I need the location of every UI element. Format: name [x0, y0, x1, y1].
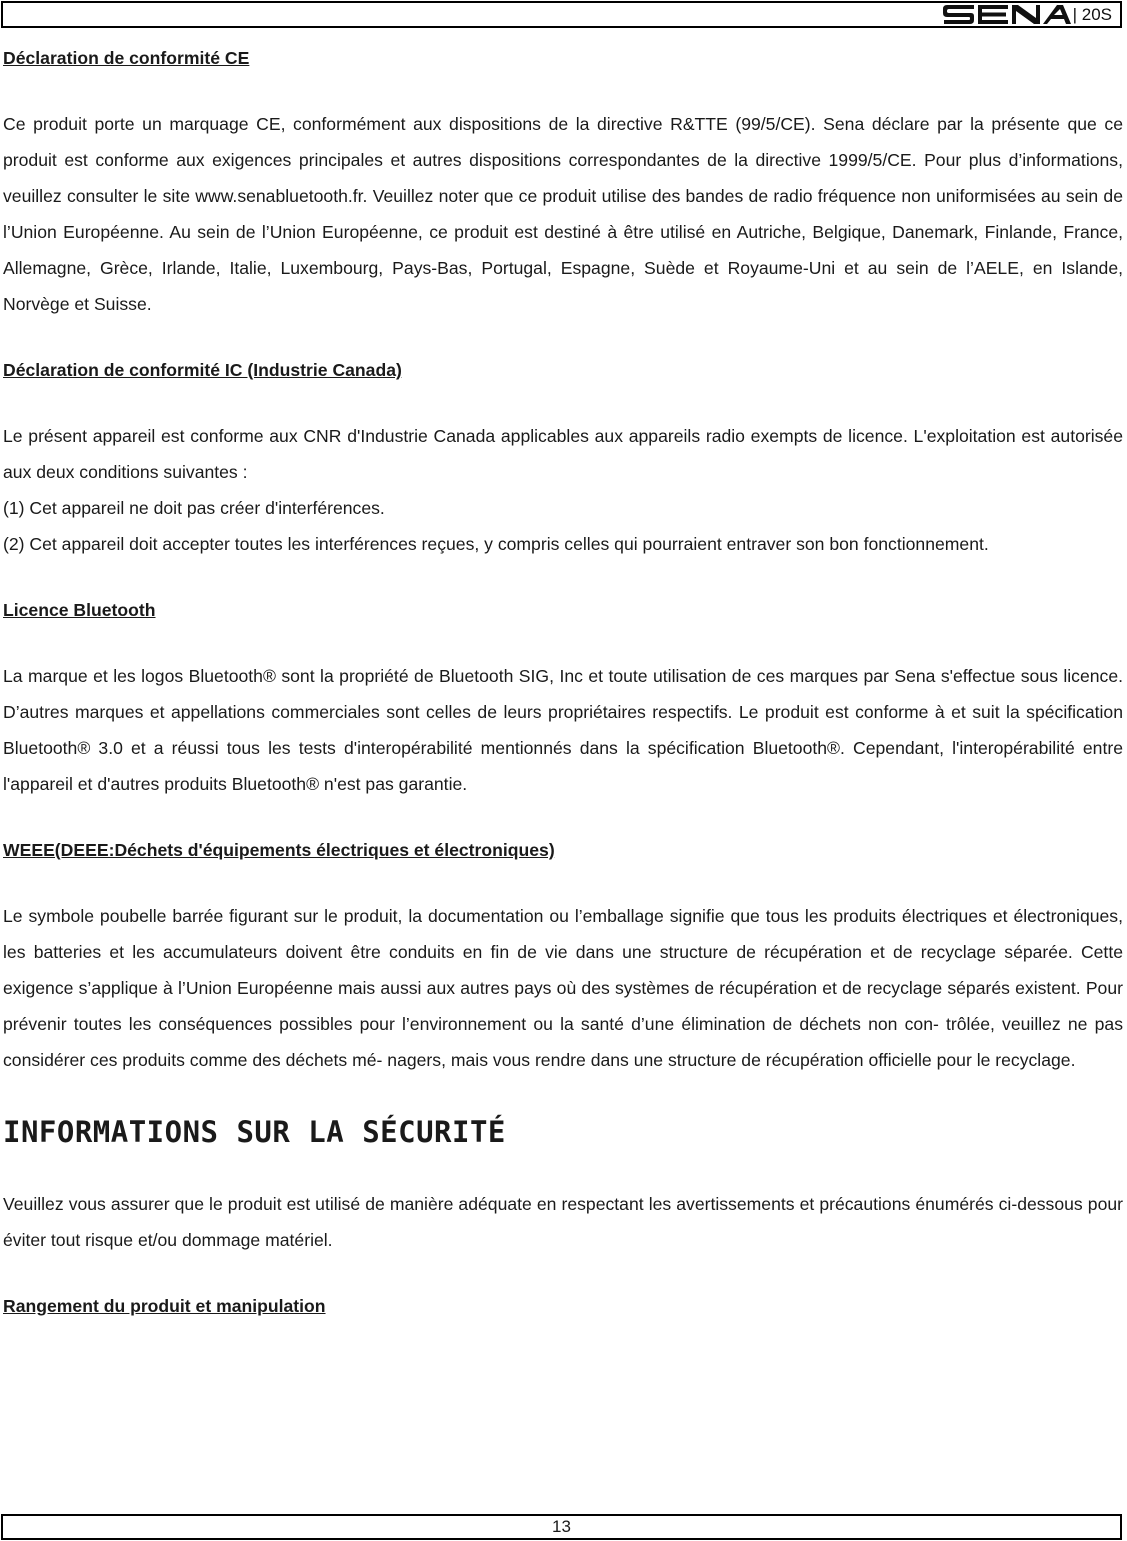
- paragraph-ic-1: Le présent appareil est conforme aux CNR d'Industrie Canada applicables aux appareils radio exempts de licence. L'exploitation est autorisée aux deux conditions suivantes :: [3, 426, 1123, 482]
- model-name: | 20S: [1072, 4, 1112, 24]
- paragraph-ce: Ce produit porte un marquage CE, conformément aux dispositions de la directive R&TTE (99/5/CE). Sena déclare par la présente que ce produit est conforme aux exigences principales et autres dispositions correspondantes de la directive 1999/5/CE. Pour plus d’informations, veuillez consulter le site www.senabluetooth.fr. Veuillez noter que ce produit utilise des bandes de radio fréquence non uniformisées au sein de l’Union Européenne. Au sein de l’Union Européenne, ce produit est destiné à être utilisé en Autriche, Belgique, Danemark, Finlande, France, Allemagne, Grèce, Irlande, Italie, Luxembourg, Pays-Bas, Portugal, Espagne, Suède et Royaume-Uni et au sein de l’AELE, en Islande, Norvège et Suisse.: [3, 114, 1123, 314]
- paragraph-ic-2: (1) Cet appareil ne doit pas créer d'interférences.: [3, 498, 385, 518]
- paragraph-ic-3: (2) Cet appareil doit accepter toutes les interférences reçues, y compris celles qui pourraient entraver son bon fonctionnement.: [3, 534, 989, 554]
- sena-logo: [943, 5, 1071, 24]
- heading-bluetooth: Licence Bluetooth: [3, 600, 156, 620]
- page-number: 13: [552, 1517, 571, 1536]
- page-footer: [1, 1514, 1122, 1540]
- paragraph-weee: Le symbole poubelle barrée figurant sur le produit, la documentation ou l’emballage signifie que tous les produits électriques et électroniques, les batteries et les accumulateurs doivent être conduits en fin de vie dans une structure de récupération et de recyclage séparée. Cette exigence s’applique à l’Union Européenne mais aussi aux autres pays où des systèmes de récupération et de recyclage séparés existent. Pour prévenir toutes les conséquences possibles pour l’environnement ou la santé d’une élimination de déchets non con- trôlée, veuillez ne pas considérer ces produits comme des déchets mé- nagers, mais vous rendre dans une structure de récupération officielle pour le recyclage.: [3, 906, 1123, 1070]
- page-header: [1, 1, 1122, 28]
- paragraph-safety: Veuillez vous assurer que le produit est utilisé de manière adéquate en respectant les avertissements et précautions énumérés ci-dessous pour éviter tout risque et/ou dommage matériel.: [3, 1194, 1123, 1250]
- document-body: [3, 44, 1123, 1320]
- heading-weee: WEEE(DEEE:Déchets d'équipements électriques et électroniques): [3, 840, 555, 860]
- heading-storage: Rangement du produit et manipulation: [3, 1296, 326, 1316]
- paragraph-bluetooth: La marque et les logos Bluetooth® sont la propriété de Bluetooth SIG, Inc et toute utilisation de ces marques par Sena s'effectue sous licence. D’autres marques et appellations commerciales sont celles de leurs propriétaires respectifs. Le produit est conforme à et suit la spécification Bluetooth® 3.0 et a réussi tous les tests d'interopérabilité mentionnés dans la spécification Bluetooth®. Cependant, l'interopérabilité entre l'appareil et d'autres produits Bluetooth® n'est pas garantie.: [3, 666, 1123, 794]
- safety-title: INFORMATIONS SUR LA SÉCURITÉ: [3, 1115, 506, 1149]
- brand: [943, 3, 1112, 26]
- heading-ic: Déclaration de conformité IC (Industrie Canada): [3, 360, 402, 380]
- heading-ce: Déclaration de conformité CE: [3, 48, 250, 68]
